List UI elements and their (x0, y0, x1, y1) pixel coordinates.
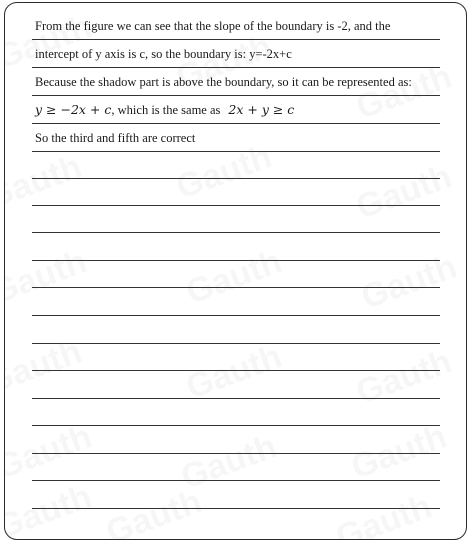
watermark (176, 427, 282, 497)
answer-line-1: From the figure we can see that the slope of the boundary is -2, and the (35, 19, 391, 33)
answer-card (4, 2, 467, 540)
ruled-line (32, 480, 440, 481)
watermark (331, 487, 437, 540)
watermark (351, 157, 457, 227)
ruled-line (32, 178, 440, 179)
ruled-line (32, 67, 440, 68)
ruled-line (32, 260, 440, 261)
ruled-line (32, 232, 440, 233)
answer-line-4 (35, 102, 294, 118)
ruled-line (32, 370, 440, 371)
ruled-line (32, 508, 440, 509)
inequality-expression: y ≥ −2x + c (35, 102, 112, 117)
answer-line-3: Because the shadow part is above the boundary, so it can be represented as: (35, 75, 412, 89)
ruled-line (32, 123, 440, 124)
watermark (181, 242, 287, 312)
watermark (171, 137, 277, 207)
ruled-line (32, 453, 440, 454)
ruled-line (32, 343, 440, 344)
watermark (351, 342, 457, 412)
ruled-line (32, 39, 440, 40)
ruled-line (32, 425, 440, 426)
answer-line-2: intercept of y axis is c, so the boundary is: y=-2x+c (35, 47, 292, 61)
ruled-line (32, 205, 440, 206)
ruled-line (32, 95, 440, 96)
answer-line-5: So the third and fifth are correct (35, 131, 196, 145)
equivalent-inequality: 2x + y ≥ c (228, 102, 295, 117)
watermark (101, 482, 207, 540)
ruled-line (32, 287, 440, 288)
ruled-line (32, 315, 440, 316)
watermark (4, 242, 92, 312)
watermark (356, 247, 462, 317)
answer-line-4-middle: , which is the same as (111, 103, 221, 117)
ruled-line (32, 398, 440, 399)
watermark (4, 147, 87, 217)
ruled-line (32, 151, 440, 152)
